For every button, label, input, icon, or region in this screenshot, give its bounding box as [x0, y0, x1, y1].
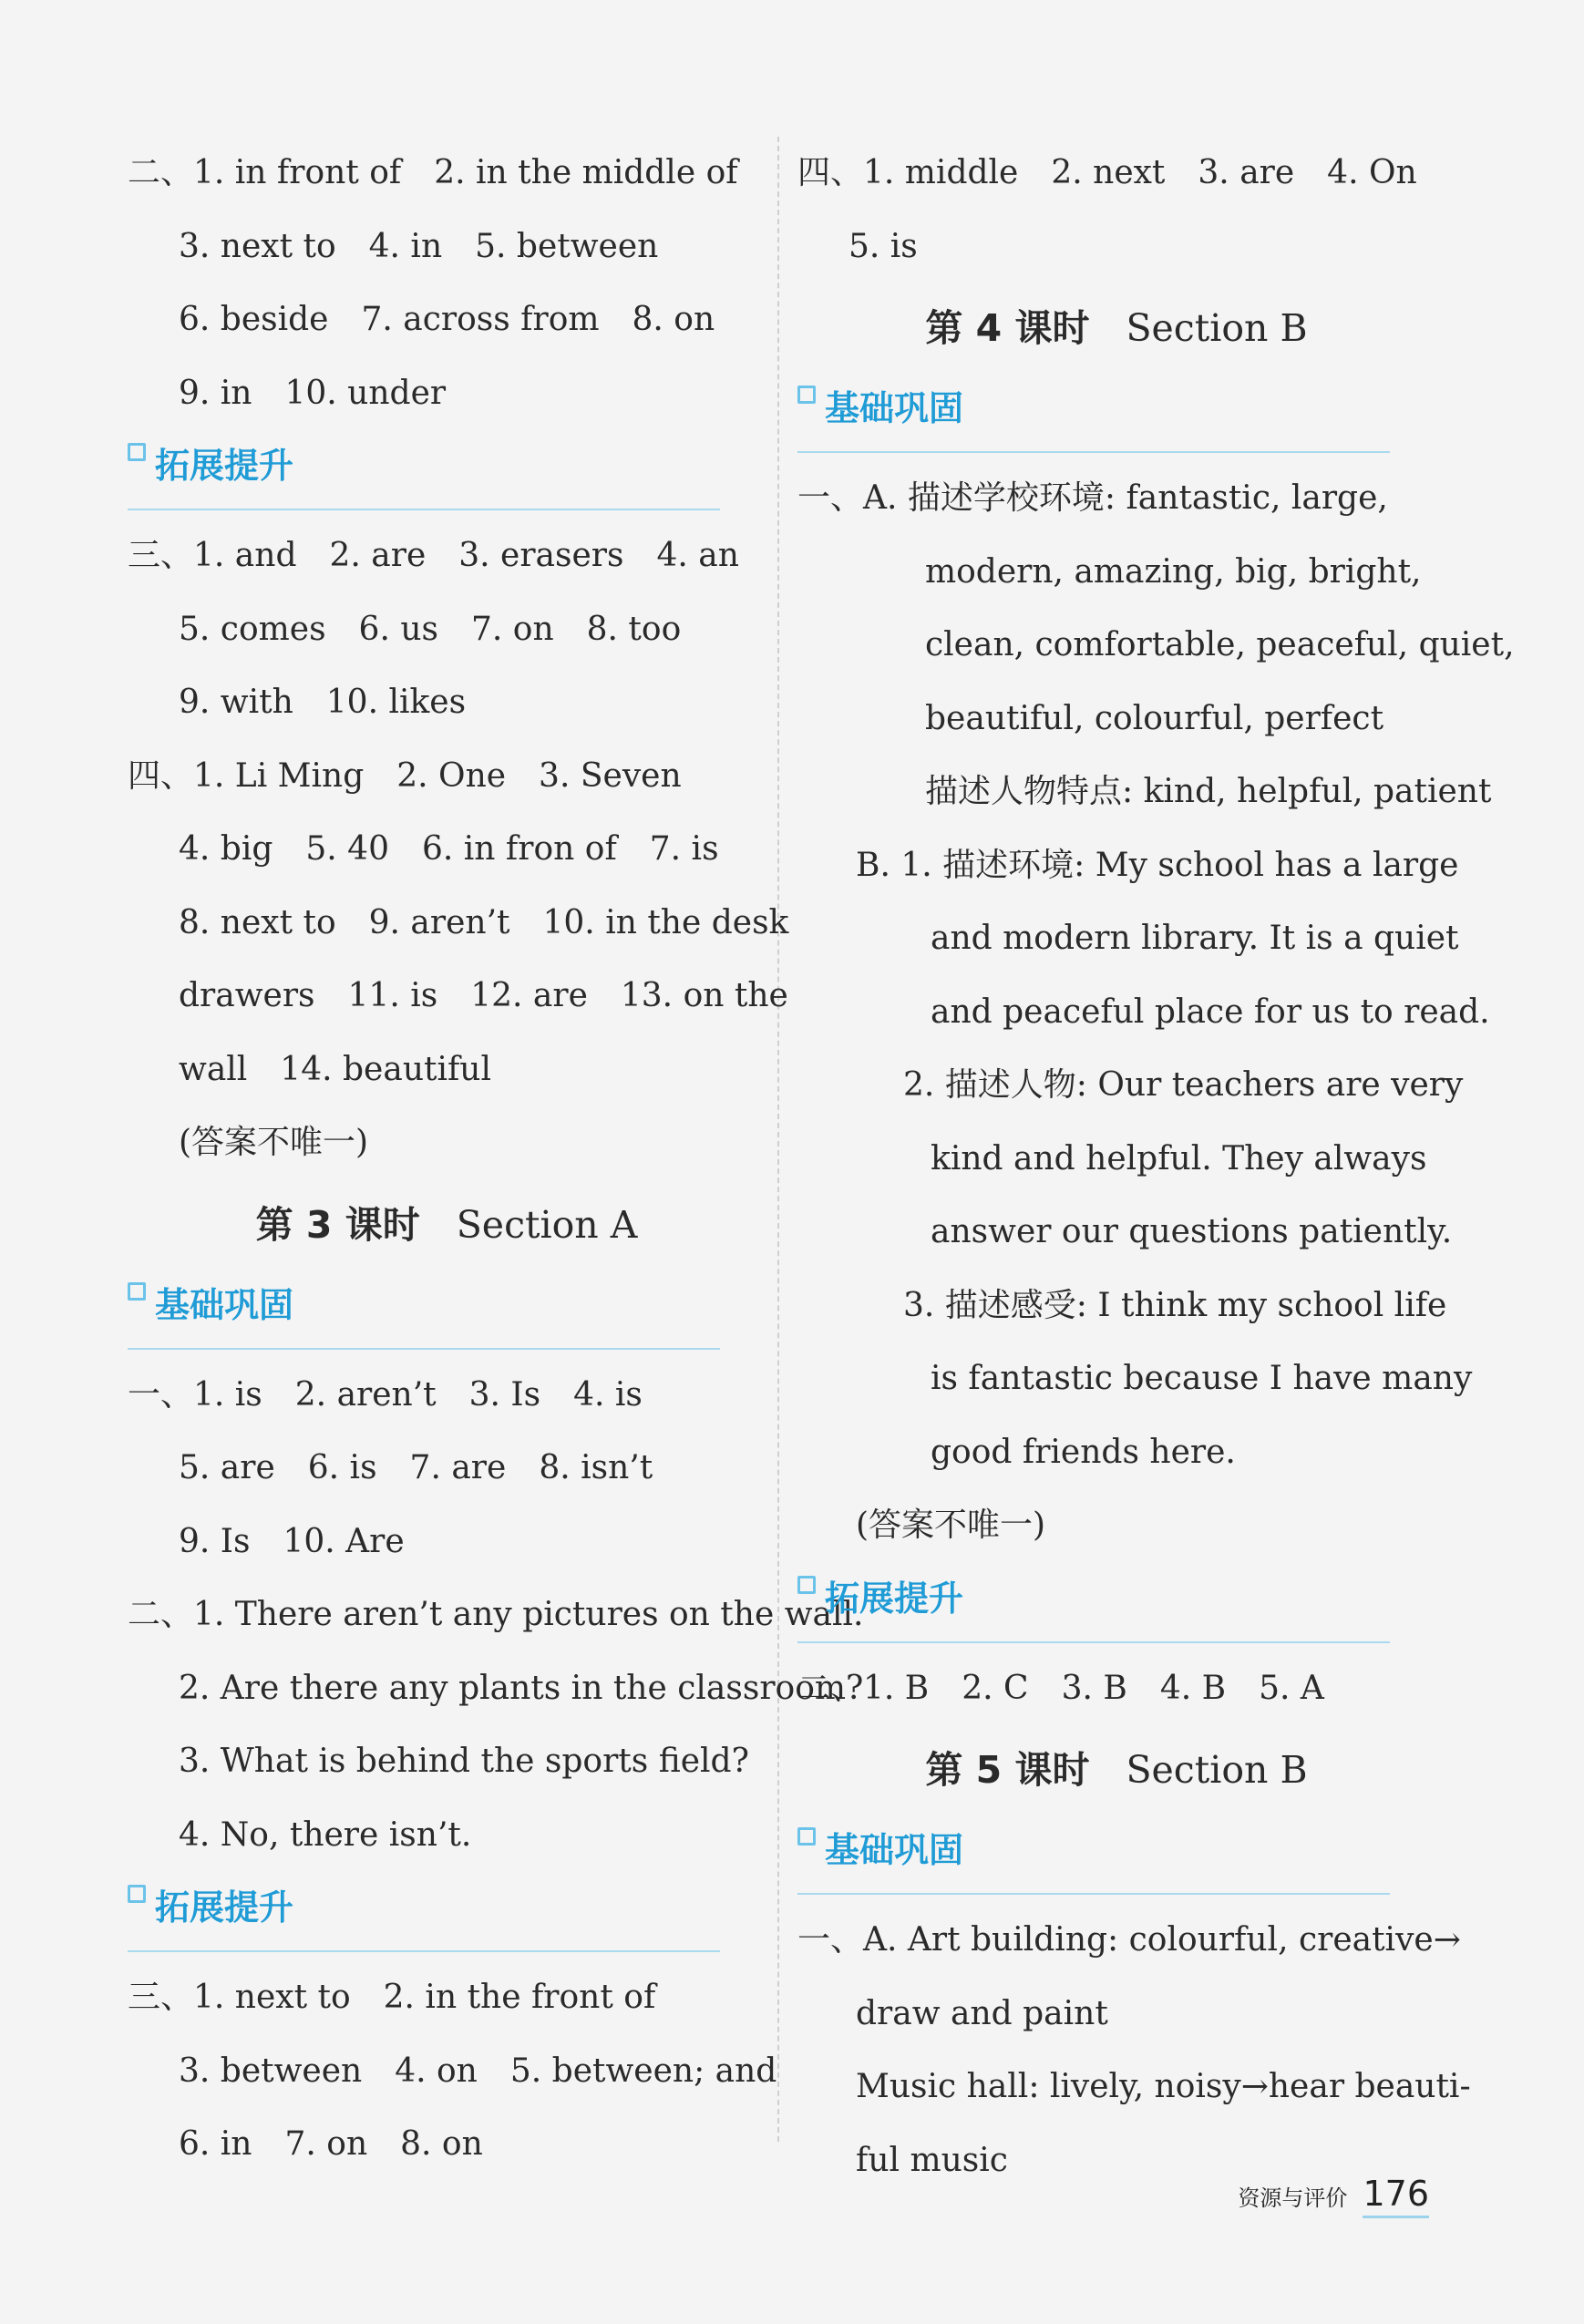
answer-line: 9. Is 10. Are — [179, 1522, 405, 1560]
bookmark-icon — [797, 1827, 816, 1846]
answer-line: 3. next to 4. in 5. between — [179, 227, 659, 265]
answer-line: 5. comes 6. us 7. on 8. too — [179, 610, 682, 648]
page-number: 176 — [1363, 2174, 1429, 2218]
answer-line: and peaceful place for us to read. — [931, 992, 1490, 1031]
bookmark-icon — [128, 1885, 146, 1903]
answer-line: Music hall: lively, noisy→hear beauti- — [856, 2068, 1471, 2105]
section-heading-label: 拓展提升 — [155, 1887, 294, 1928]
section-heading — [128, 1270, 720, 1350]
answer-line: 描述人物特点: kind, helpful, patient — [925, 773, 1492, 810]
footer-label: 资源与评价 — [1238, 2185, 1348, 2211]
section-heading — [797, 1563, 1390, 1643]
lesson-section: Section B — [1126, 1748, 1308, 1792]
lesson-title — [128, 1180, 766, 1270]
section-heading-label: 基础巩固 — [825, 388, 964, 428]
answer-line: 5. is — [849, 227, 918, 265]
answer-line: kind and helpful. They always — [931, 1139, 1427, 1177]
lesson-title — [797, 1725, 1435, 1815]
answer-line: 一、A. Art building: colourful, creative→ — [797, 1921, 1461, 1959]
section-heading — [797, 373, 1390, 453]
answer-line: 3. What is behind the sports field? — [179, 1743, 749, 1780]
answer-line: drawers 11. is 12. are 13. on the — [179, 977, 788, 1014]
answer-note: (答案不唯一) — [856, 1506, 1046, 1544]
answer-line: 2. 描述人物: Our teachers are very — [903, 1066, 1464, 1104]
answer-line: beautiful, colourful, perfect — [925, 699, 1384, 737]
answer-line: modern, amazing, big, bright, — [925, 552, 1422, 591]
answer-line: 二、1. There aren’t any pictures on the wall. — [128, 1596, 864, 1633]
answer-line: 二、1. B 2. C 3. B 4. B 5. A — [797, 1669, 1324, 1707]
answer-line: 3. between 4. on 5. between; and — [179, 2051, 777, 2090]
answer-line: 5. are 6. is 7. are 8. isn’t — [179, 1449, 653, 1486]
answer-line: 三、1. next to 2. in the front of — [128, 1979, 656, 2016]
bookmark-icon — [797, 386, 816, 404]
section-heading-label: 拓展提升 — [155, 446, 294, 486]
answer-line: 8. next to 9. aren’t 10. in the desk — [179, 903, 789, 941]
section-heading-label: 拓展提升 — [825, 1578, 964, 1619]
answer-line: good friends here. — [931, 1433, 1236, 1471]
bookmark-icon — [128, 443, 146, 461]
section-heading-label: 基础巩固 — [155, 1284, 294, 1325]
answer-line: draw and paint — [856, 1994, 1108, 2032]
answer-line: and modern library. It is a quiet — [931, 920, 1459, 957]
lesson-number: 第 4 课时 — [925, 306, 1090, 350]
lesson-number: 第 5 课时 — [925, 1748, 1090, 1792]
answer-line: is fantastic because I have many — [931, 1360, 1473, 1397]
lesson-section: Section A — [456, 1202, 638, 1247]
lesson-number: 第 3 课时 — [255, 1202, 420, 1247]
section-heading-label: 基础巩固 — [825, 1830, 964, 1870]
lesson-title — [797, 283, 1435, 373]
left-column — [128, 137, 864, 2182]
answer-line: clean, comfortable, peaceful, quiet, — [925, 626, 1515, 663]
answer-line: 9. with 10. likes — [179, 684, 467, 721]
answer-line: 四、1. Li Ming 2. One 3. Seven — [128, 756, 682, 795]
answer-line: 3. 描述感受: I think my school life — [903, 1286, 1447, 1324]
page-footer — [1238, 2174, 1429, 2214]
column-divider — [777, 137, 779, 2142]
section-heading — [128, 1872, 720, 1952]
answer-line: 2. Are there any plants in the classroom? — [179, 1669, 864, 1707]
section-heading — [128, 430, 720, 510]
answer-line: 4. big 5. 40 6. in fron of 7. is — [179, 830, 719, 868]
answer-line: 6. in 7. on 8. on — [179, 2125, 483, 2163]
answer-line: ful music — [856, 2141, 1008, 2179]
answer-line: 一、A. 描述学校环境: fantastic, large, — [797, 479, 1388, 517]
answer-line: 一、1. is 2. aren’t 3. Is 4. is — [128, 1375, 643, 1414]
answer-line: 三、1. and 2. are 3. erasers 4. an — [128, 537, 739, 574]
answer-line: 6. beside 7. across from 8. on — [179, 301, 715, 338]
bookmark-icon — [797, 1576, 816, 1594]
answer-line: 二、1. in front of 2. in the middle of — [128, 154, 738, 191]
lesson-section: Section B — [1126, 306, 1308, 350]
answer-line: B. 1. 描述环境: My school has a large — [856, 846, 1459, 884]
answer-line: answer our questions patiently. — [931, 1213, 1453, 1250]
right-column — [797, 137, 1515, 2197]
answer-line: 4. No, there isn’t. — [179, 1815, 472, 1854]
answer-note: (答案不唯一) — [179, 1124, 369, 1161]
answer-line: 四、1. middle 2. next 3. are 4. On — [797, 154, 1417, 191]
answer-line: 9. in 10. under — [179, 374, 447, 412]
answer-line: wall 14. beautiful — [179, 1050, 492, 1088]
bookmark-icon — [128, 1282, 146, 1301]
section-heading — [797, 1815, 1390, 1895]
